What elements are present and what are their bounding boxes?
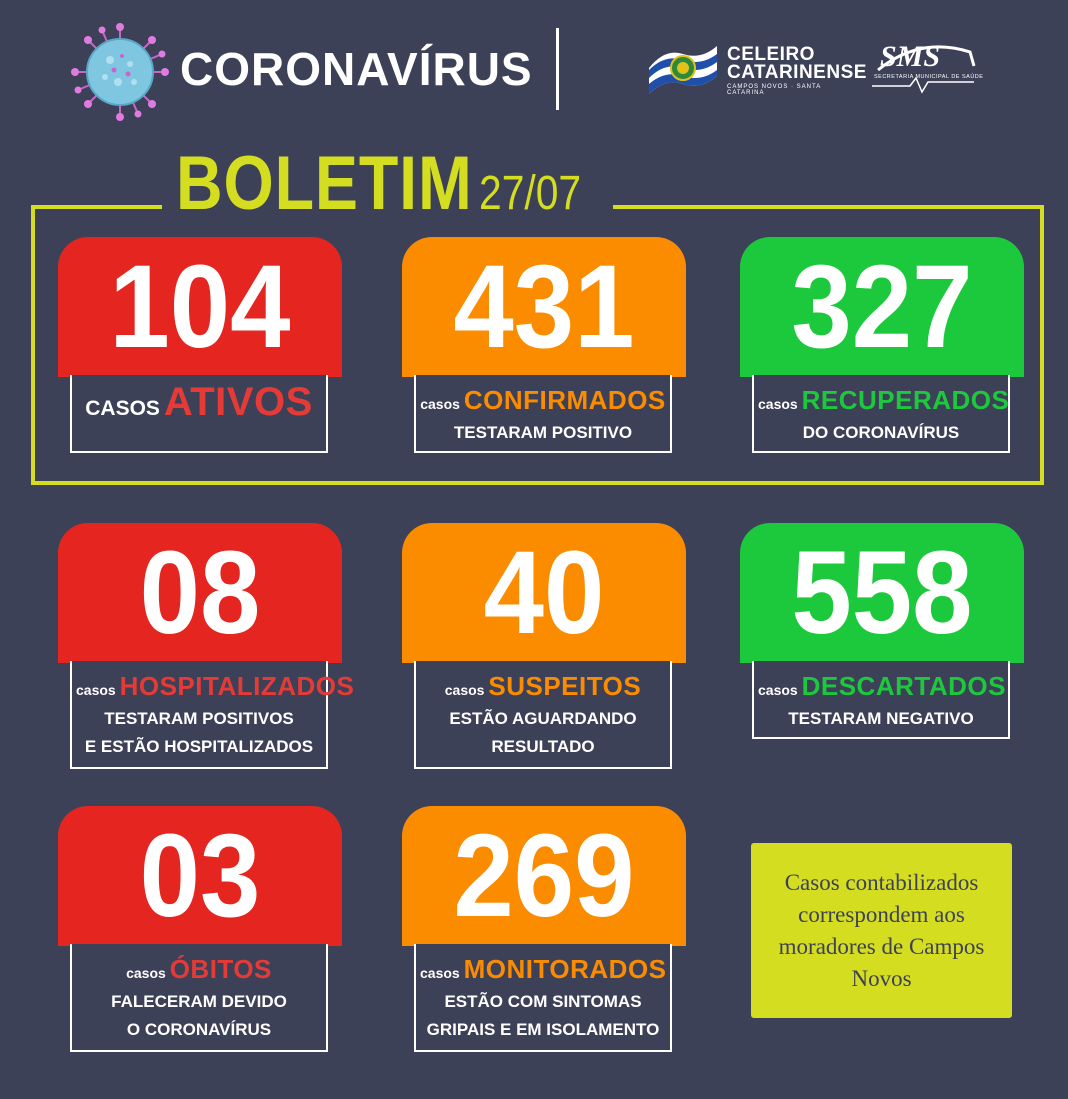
card-label-box: [70, 375, 328, 453]
card-label: [420, 954, 666, 988]
card-description: TESTARAM POSITIVOS: [104, 709, 294, 728]
celeiro-catarinense-logo: [645, 40, 867, 100]
header-divider: [556, 28, 559, 110]
boletim-date: 27/07: [479, 167, 582, 220]
card-header: [402, 806, 686, 946]
boletim-heading: [162, 140, 613, 226]
sms-logo: [870, 40, 990, 100]
card-number: 104: [109, 241, 291, 373]
card-obitos: [58, 806, 342, 1039]
card-hospitalizados: [58, 523, 355, 756]
casos-label: casos: [758, 396, 798, 412]
casos-label: CASOS: [85, 397, 160, 420]
card-monitorados: [402, 806, 686, 1039]
card-number: 269: [453, 810, 635, 942]
highlight-label: MONITORADOS: [463, 954, 667, 984]
casos-label: casos: [126, 965, 166, 981]
card-number: 558: [791, 527, 973, 659]
card-description: FALECERAM DEVIDO: [111, 992, 287, 1011]
highlight-label: RECUPERADOS: [801, 385, 1010, 415]
card-description-2: RESULTADO: [491, 737, 595, 756]
card-header: [402, 237, 686, 377]
card-label: [758, 385, 1010, 419]
card-description: TESTARAM POSITIVO: [453, 423, 633, 442]
sms-logo-subtitle: SECRETARIA MUNICIPAL DE SAÚDE: [874, 74, 984, 80]
card-description: DO CORONAVÍRUS: [802, 423, 960, 442]
logo-line-1: CELEIRO: [727, 44, 815, 65]
card-label: [758, 671, 1004, 705]
casos-label: casos: [76, 682, 116, 698]
card-description-2: O CORONAVÍRUS: [126, 1020, 272, 1039]
card-header: [740, 523, 1024, 663]
card-header: [402, 523, 686, 663]
flag-icon: [645, 40, 721, 96]
card-label-box: [414, 944, 672, 1052]
card-description: TESTARAM NEGATIVO: [788, 709, 974, 728]
boletim-word: BOLETIM: [176, 141, 473, 226]
card-label-box: [414, 661, 672, 769]
card-number: 08: [139, 527, 261, 659]
card-label-box: [70, 944, 328, 1052]
header: [0, 0, 1068, 140]
card-label: [76, 671, 355, 705]
sms-logo-text: SMS: [880, 40, 941, 73]
card-description: ESTÃO AGUARDANDO: [449, 709, 637, 728]
card-suspeitos: [402, 523, 686, 756]
casos-label: casos: [420, 965, 460, 981]
highlight-label: SUSPEITOS: [488, 671, 642, 701]
note-text: Casos contabilizados correspondem aos moradores de Campos Novos: [778, 869, 985, 991]
note-box: [751, 843, 1012, 1018]
card-ativos: [58, 237, 342, 457]
card-label: [76, 954, 322, 988]
casos-label: casos: [420, 396, 460, 412]
casos-label: casos: [758, 682, 798, 698]
card-confirmados: [402, 237, 686, 457]
card-label-box: [752, 375, 1010, 453]
card-header: [58, 523, 342, 663]
card-description: ESTÃO COM SINTOMAS: [444, 992, 642, 1011]
card-description-2: E ESTÃO HOSPITALIZADOS: [84, 737, 314, 756]
card-label-box: [414, 375, 672, 453]
card-header: [58, 237, 342, 377]
highlight-label: ÓBITOS: [169, 954, 272, 984]
card-header: [58, 806, 342, 946]
logo-line-2: CATARINENSE: [727, 62, 867, 83]
card-label: [420, 385, 666, 419]
card-label: [420, 671, 666, 705]
card-label-box: [70, 661, 355, 769]
highlight-label: CONFIRMADOS: [463, 385, 666, 415]
highlight-label: HOSPITALIZADOS: [119, 671, 355, 701]
casos-label: casos: [444, 682, 485, 698]
page-title: CORONAVÍRUS: [180, 43, 533, 95]
card-header: [740, 237, 1024, 377]
card-number: 431: [453, 241, 635, 373]
highlight-label: DESCARTADOS: [801, 671, 1006, 701]
card-number: 03: [139, 810, 261, 942]
card-description-2: GRIPAIS E EM ISOLAMENTO: [426, 1020, 660, 1039]
card-number: 40: [483, 527, 605, 659]
card-number: 327: [791, 241, 973, 373]
card-descartados: [740, 523, 1024, 743]
card-recuperados: [740, 237, 1024, 457]
logo-subtitle: CAMPOS NOVOS · SANTA CATARINA: [727, 84, 821, 96]
card-label: [76, 380, 322, 425]
coronavirus-icon: [70, 22, 170, 122]
highlight-label: ATIVOS: [163, 380, 313, 424]
card-label-box: [752, 661, 1010, 739]
